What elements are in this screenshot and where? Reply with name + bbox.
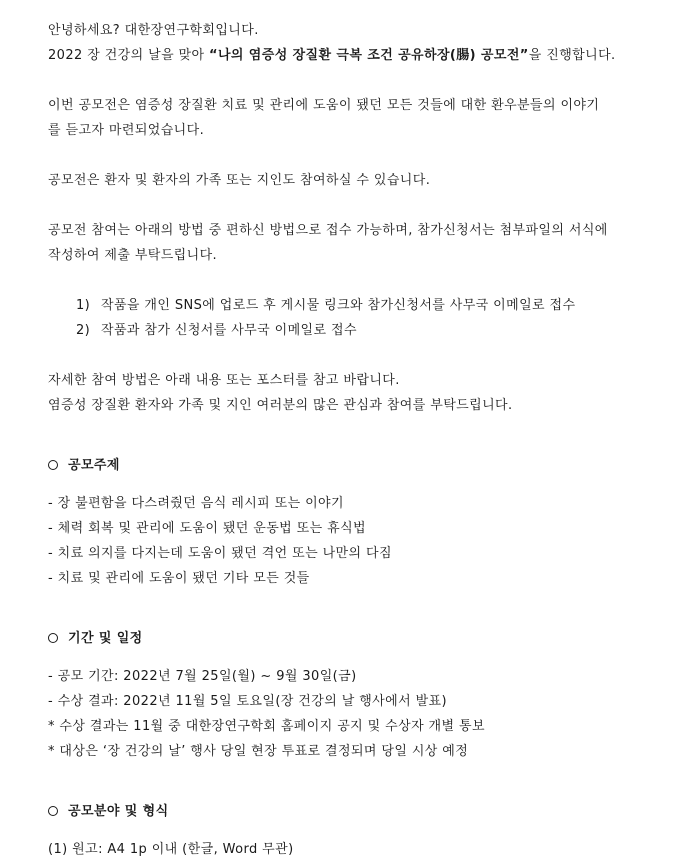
method-item-1: [48, 293, 668, 318]
schedule-note: * 대상은 ‘장 건강의 날’ 행사 당일 현장 투표로 결정되며 당일 시상 예정: [48, 744, 469, 759]
announcement-suffix: 을 진행합니다.: [528, 48, 616, 63]
document-body: [48, 18, 668, 862]
schedule-note: * 수상 결과는 11월 중 대한장연구학회 홈페이지 공지 및 수상자 개별 통보: [48, 719, 485, 734]
circle-bullet-icon: [48, 460, 58, 470]
announcement-prefix: 2022 장 건강의 날을 맞아: [48, 48, 210, 63]
method-item-2: [48, 318, 668, 343]
closing-line-2: 염증성 장질환 환자와 가족 및 지인 여러분의 많은 관심과 참여를 부탁드립니다.: [48, 398, 513, 413]
method-item-number: 1): [76, 298, 91, 313]
greeting-text: 안녕하세요? 대한장연구학회입니다.: [48, 23, 259, 38]
method-item-text: 작품을 개인 SNS에 업로드 후 게시물 링크와 참가신청서를 사무국 이메일로 접수: [101, 298, 576, 313]
announcement-line: [48, 43, 668, 68]
topic-item: - 체력 회복 및 관리에 도움이 됐던 운동법 또는 휴식법: [48, 521, 366, 536]
method-item-number: 2): [76, 323, 91, 338]
method-item-text: 작품과 참가 신청서를 사무국 이메일로 접수: [101, 323, 357, 338]
method-intro-line-1: 공모전 참여는 아래의 방법 중 편하신 방법으로 접수 가능하며, 참가신청서는 첨부파일의 서식에: [48, 223, 608, 238]
topic-item: - 장 불편함을 다스려줬던 음식 레시피 또는 이야기: [48, 496, 344, 511]
circle-bullet-icon: [48, 633, 58, 643]
section-title-format: 공모분야 및 형식: [48, 799, 668, 824]
contest-title: “나의 염증성 장질환 극복 조건 공유하장(腸) 공모전”: [209, 48, 529, 63]
schedule-item: - 공모 기간: 2022년 7월 25일(월) ~ 9월 30일(금): [48, 669, 357, 684]
eligibility-text: 공모전은 환자 및 환자의 가족 또는 지인도 참여하실 수 있습니다.: [48, 173, 431, 188]
purpose-line-2: 를 듣고자 마련되었습니다.: [48, 123, 205, 138]
schedule-item: - 수상 결과: 2022년 11월 5일 토요일(장 건강의 날 행사에서 발표): [48, 694, 447, 709]
circle-bullet-icon: [48, 806, 58, 816]
section-title-schedule: 기간 및 일정: [48, 626, 668, 651]
purpose-line-1: 이번 공모전은 염증성 장질환 치료 및 관리에 도움이 됐던 모든 것들에 대한 환우분들의 이야기: [48, 98, 600, 113]
topic-item: - 치료 및 관리에 도움이 됐던 기타 모든 것들: [48, 571, 310, 586]
closing-line-1: 자세한 참여 방법은 아래 내용 또는 포스터를 참고 바랍니다.: [48, 373, 400, 388]
topic-item: - 치료 의지를 다지는데 도움이 됐던 격언 또는 나만의 다짐: [48, 546, 392, 561]
method-intro-line-2: 작성하여 제출 부탁드립니다.: [48, 248, 218, 263]
section-title-topic: 공모주제: [48, 453, 668, 478]
format-item: (1) 원고: A4 1p 이내 (한글, Word 무관): [48, 842, 294, 857]
